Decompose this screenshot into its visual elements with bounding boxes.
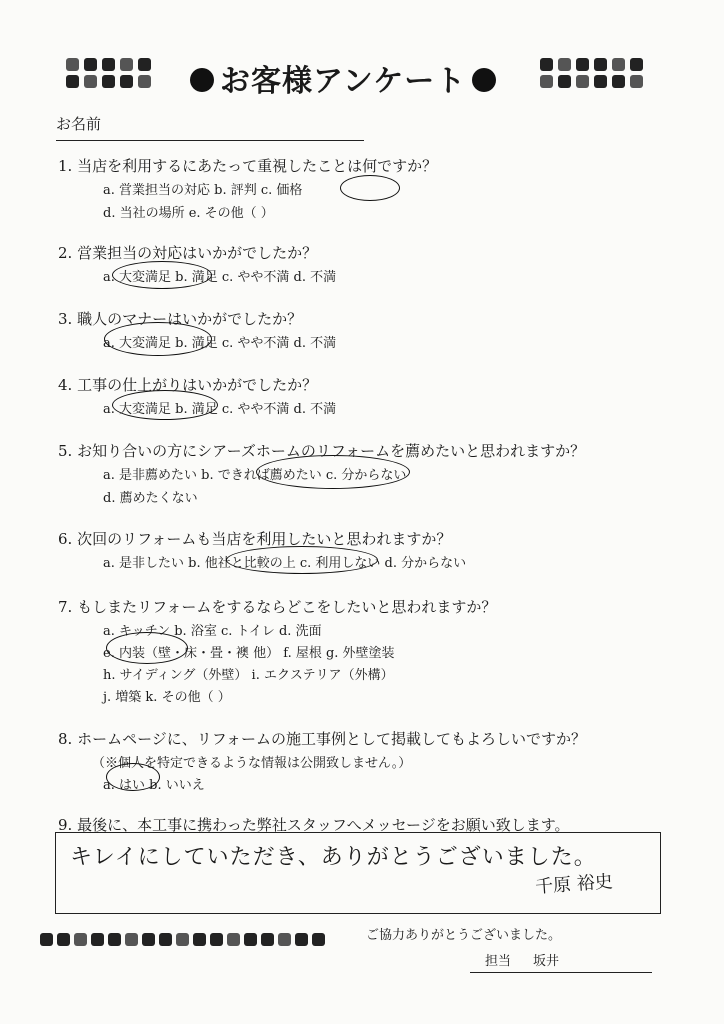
- question-5: 5. お知り合いの方にシアーズホームのリフォームを薦めたいと思われますか？: [58, 442, 586, 460]
- handwritten-signature: 千原 裕史: [534, 871, 614, 898]
- question-4-options: a. 大変満足 b. 満足 c. やや不満 d. 不満: [103, 402, 337, 417]
- question-1-options-2: d. 当社の場所 e. その他（ ）: [103, 206, 274, 221]
- question-7-options-2: e. 内装（壁・床・畳・襖 他） f. 屋根 g. 外壁塗装: [103, 646, 395, 661]
- question-4: 4. 工事の仕上がりはいかがでしたか？: [58, 376, 318, 394]
- answer-circle-q6: [226, 546, 378, 574]
- name-label: お名前: [56, 115, 102, 133]
- question-1: 1. 当店を利用するにあたって重視したことは何ですか？: [58, 157, 438, 175]
- question-8-note: （※個人を特定できるような情報は公開致しません。）: [92, 756, 412, 771]
- answer-circle-q5: [256, 455, 410, 489]
- answer-circle-q2: [112, 261, 212, 289]
- answer-circle-q3: [104, 322, 212, 356]
- question-3-options: a. 大変満足 b. 満足 c. やや不満 d. 不満: [103, 336, 337, 351]
- question-6-options: a. 是非したい b. 他社と比較の上 c. 利用しない d. 分からない: [103, 556, 467, 571]
- header-blocks-right: [540, 58, 643, 88]
- footer-blocks: [40, 933, 325, 946]
- footer-thanks: ご協力ありがとうございました。: [366, 928, 562, 943]
- answer-circle-q4: [112, 390, 218, 420]
- header-blocks-left: [66, 58, 151, 88]
- question-7-options-3: h. サイディング（外壁） i. エクステリア（外構）: [103, 668, 394, 683]
- answer-circle-q7: [106, 632, 188, 664]
- question-3: 3. 職人のマナーはいかがでしたか？: [58, 310, 303, 328]
- question-6: 6. 次回のリフォームも当店を利用したいと思われますか？: [58, 530, 452, 548]
- question-2: 2. 営業担当の対応はいかがでしたか？: [58, 244, 318, 262]
- bullet-dot-icon: [472, 68, 496, 92]
- question-5-options-2: d. 薦めたくない: [103, 491, 198, 506]
- question-7: 7. もしまたリフォームをするならどこをしたいと思われますか？: [58, 598, 497, 616]
- answer-circle-q1: [340, 175, 400, 201]
- question-5-options-1: a. 是非薦めたい b. できれば薦めたい c. 分からない: [103, 468, 407, 483]
- handwritten-message: キレイにしていただき、ありがとうございました。: [70, 845, 597, 870]
- staff-label: 担当: [485, 954, 512, 969]
- bullet-dot-icon: [190, 68, 214, 92]
- question-1-options-1: a. 営業担当の対応 b. 評判 c. 価格: [103, 183, 303, 198]
- staff-underline: [470, 972, 652, 973]
- question-7-options-1: a. キッチン b. 浴室 c. トイレ d. 洗面: [103, 624, 322, 639]
- answer-circle-q8: [106, 763, 160, 791]
- question-7-options-4: j. 増築 k. その他（ ）: [103, 690, 231, 705]
- question-8-options: a. はい b. いいえ: [103, 778, 205, 793]
- page-title: お客様アンケート: [184, 56, 502, 100]
- name-underline: [56, 140, 364, 141]
- question-8: 8. ホームページに、リフォームの施工事例として掲載してもよろしいですか？: [58, 730, 587, 748]
- staff-name: 坂井: [533, 954, 560, 969]
- question-2-options: a. 大変満足 b. 満足 c. やや不満 d. 不満: [103, 270, 337, 285]
- question-9: 9. 最後に、本工事に携わった弊社スタッフへメッセージをお願い致します。: [58, 816, 570, 834]
